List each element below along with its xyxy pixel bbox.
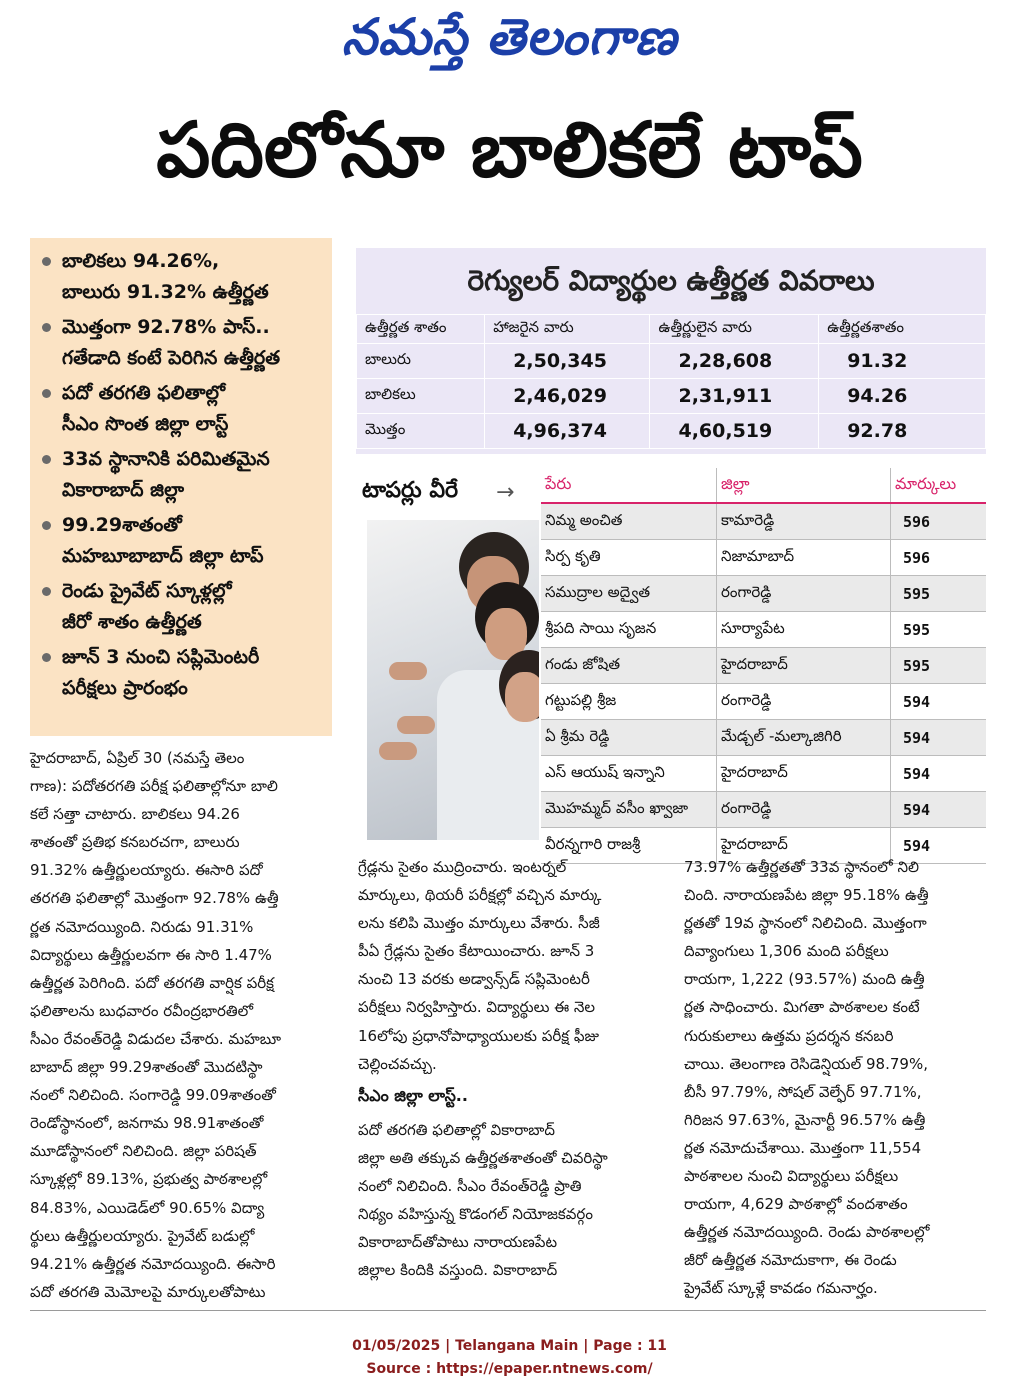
topper-name: ఎస్ ఆయుష్ ఇన్నాని (541, 756, 717, 792)
stats-table (356, 314, 986, 449)
article-line: ర్ణతతో 19వ స్థానంలో నిలిచింది. మొత్తంగా (684, 914, 927, 933)
article-line: పాఠశాలల నుంచి విద్యార్థులు పరీక్షలు (684, 1167, 899, 1186)
highlight-text: బాలురు 91.32% ఉత్తీర్ణత (62, 281, 269, 303)
stats-header-row (357, 315, 986, 344)
article-line: 73.97% ఉత్తీర్ణతతో 33వ స్థానంలో నిలి (684, 858, 920, 876)
topper-marks: 596 (891, 540, 987, 576)
article-line: నిథ్యం వహిస్తున్న కొడంగల్ నియోజకవర్గం (358, 1205, 593, 1224)
article-line: నుంచి 13 వరకు అడ్వాన్స్‌డ్ సప్లిమెంటరీ (358, 970, 590, 989)
topper-name: వీరన్నగారి రాజశ్రీ (541, 828, 717, 864)
topper-marks: 594 (891, 720, 987, 756)
footer-source: Source : https://epaper.ntnews.com/ (366, 1361, 653, 1377)
topper-marks: 596 (891, 503, 987, 540)
bullet-icon (42, 455, 51, 464)
highlight-text: మహబూబాబాద్ జిల్లా టాప్ (62, 545, 264, 567)
article-line: ర్థులు ఉత్తీర్ణులయ్యారు. ప్రైవేట్ బడుల్లో (30, 1226, 255, 1245)
stats-row-label: మొత్తం (357, 414, 485, 449)
article-line: రాయగా, 1,222 (93.57%) మంది ఉత్తీ (684, 970, 925, 989)
table-row (541, 540, 986, 576)
article-line: మూడోస్థానంలో నిలిచింది. జిల్లా పరిషత్ (30, 1142, 257, 1161)
footer-dateline: 01/05/2025 | Telangana Main | Page : 11 (352, 1338, 667, 1354)
article-line: జీరో ఉత్తీర్ణత నమోదుకాగా, ఈ రెండు (684, 1251, 897, 1270)
arrow-right-icon: → (496, 480, 515, 505)
stats-title: రెగ్యులర్ విద్యార్థుల ఉత్తీర్ణత వివరాలు (467, 264, 875, 297)
toppers-column-header: పేరు (541, 468, 717, 503)
topper-district: కామారెడ్డి (717, 503, 891, 540)
toppers-label: టాపర్లు వీరే (362, 478, 459, 503)
stats-cell: 4,96,374 (485, 414, 650, 449)
topper-district: హైదరాబాద్ (717, 828, 891, 864)
masthead-logo: నమస్తే తెలంగాణ (341, 8, 678, 66)
article-line: ర్ణత సాధించారు. మిగతా పాఠశాలల కంటే (684, 998, 920, 1017)
highlight-text: పరీక్షలు ప్రారంభం (62, 677, 188, 699)
article-line: 16లోపు ప్రధానోపాధ్యాయులకు పరీక్ష ఫీజు (358, 1026, 600, 1045)
topper-district: నిజామాబాద్ (717, 540, 891, 576)
topper-marks: 594 (891, 684, 987, 720)
topper-marks: 594 (891, 756, 987, 792)
article-line: స్కూళ్లల్లో 89.13%, ప్రభుత్వ పాఠశాలల్లో (30, 1170, 268, 1189)
article-line: బీసీ 97.79%, సోషల్ వెల్ఫేర్ 97.71%, (684, 1082, 922, 1101)
article-line: ర్ణత నమోదయ్యింది. నిరుడు 91.31% (30, 917, 254, 936)
highlight-item (40, 246, 324, 308)
table-row (541, 792, 986, 828)
article-line: చాయి. తెలంగాణ రెసిడెన్షియల్ 98.79%, (684, 1054, 928, 1073)
article-line: ప్రైవేట్ స్కూళ్లే కావడం గమనార్హం. (684, 1279, 878, 1298)
topper-marks: 595 (891, 612, 987, 648)
stats-row (357, 414, 986, 449)
toppers-table (541, 468, 986, 864)
bullet-icon (42, 587, 51, 596)
article-line: కలే సత్తా చాటారు. బాలికలు 94.26 (30, 805, 240, 824)
topper-district: హైదరాబాద్ (717, 648, 891, 684)
stats-cell: 2,28,608 (650, 344, 819, 379)
table-row (541, 684, 986, 720)
highlight-item (40, 576, 324, 638)
bullet-icon (42, 389, 51, 398)
table-row (541, 756, 986, 792)
article-line: తరగతి ఫలితాల్లో మొత్తంగా 92.78% ఉత్తీ (30, 889, 279, 908)
topper-marks: 594 (891, 792, 987, 828)
article-line: ర్ణత నమోదుచేశాయి. మొత్తంగా 11,554 (684, 1138, 922, 1157)
article-line: వికారాబాద్‌తోపాటు నారాయణపేట (358, 1233, 558, 1252)
topper-district: రంగారెడ్డి (717, 792, 891, 828)
stats-cell: 2,31,911 (650, 379, 819, 414)
highlight-item (40, 444, 324, 506)
article-line: రెండోస్థానంలో, జనగామ 98.91శాతంతో (30, 1114, 264, 1133)
topper-district: రంగారెడ్డి (717, 684, 891, 720)
stats-cell: 2,46,029 (485, 379, 650, 414)
article-line: 94.21% ఉత్తీర్ణత నమోదయ్యింది. ఈసారి (30, 1254, 276, 1273)
article-line: 84.83%, ఎయిడెడ్‌లో 90.65% విద్యా (30, 1198, 265, 1217)
stats-row-label: బాలురు (357, 344, 485, 379)
article-line: గాణ): పదోతరగతి పరీక్ష ఫలితాల్లోనూ బాలి (30, 777, 278, 796)
stats-cell: 4,60,519 (650, 414, 819, 449)
table-row (541, 648, 986, 684)
table-row (541, 503, 986, 540)
highlight-text: గతేడాది కంటే పెరిగిన ఉత్తీర్ణత (62, 347, 280, 369)
bullet-icon (42, 257, 51, 266)
highlights-box (30, 238, 332, 736)
article-line: లను కలిపి మొత్తం మార్కులు వేశారు. సీజీ (358, 914, 600, 933)
bullet-icon (42, 653, 51, 662)
highlight-item (40, 378, 324, 440)
stats-column-header: ఉత్తీర్ణులైన వారు (650, 315, 819, 344)
article-column-3 (684, 853, 989, 1303)
topper-marks: 595 (891, 648, 987, 684)
article-line: దివ్యాంగులు 1,306 మంది పరీక్షలు (684, 942, 889, 961)
article-line: బాబాద్ జిల్లా 99.29శాతంతో మొదటిస్థా (30, 1058, 263, 1077)
article-line: ఫలితాలను బుధవారం రవీంద్రభారతిలో (30, 1001, 254, 1020)
topper-name: సముద్రాల అద్వైత (541, 576, 717, 612)
stats-column-header: ఉత్తీర్ణతశాతం (819, 315, 986, 344)
topper-district: సూర్యాపేట (717, 612, 891, 648)
article-column-2 (358, 853, 663, 1284)
stats-cell: 91.32 (819, 344, 986, 379)
stats-row-label: బాలికలు (357, 379, 485, 414)
table-row (541, 576, 986, 612)
toppers-column-header: జిల్లా (717, 468, 891, 503)
article-line: పదో తరగతి ఫలితాల్లో వికారాబాద్ (358, 1120, 555, 1139)
highlight-text: మొత్తంగా 92.78% పాస్.. (62, 316, 270, 338)
article-line: గిరిజన 97.63%, మైనార్టీ 96.57% ఉత్తీ (684, 1110, 926, 1129)
article-line: పీఏ గ్రేడ్లను సైతం కేటాయించారు. జూన్ 3 (358, 942, 595, 961)
topper-district: రంగారెడ్డి (717, 576, 891, 612)
article-line: శాతంతో ప్రతిభ కనబరచగా, బాలురు (30, 833, 240, 852)
article-line: పదో తరగతి మెమోలపై మార్కులతోపాటు (30, 1282, 266, 1301)
highlight-text: రెండు ప్రైవేట్ స్కూళ్లల్లో (62, 580, 232, 602)
article-subhead: సీఎం జిల్లా లాస్ట్.. (358, 1085, 468, 1105)
highlight-text: పదో తరగతి ఫలితాల్లో (62, 382, 226, 404)
table-row (541, 612, 986, 648)
topper-name: గట్టుపల్లి శ్రీజ (541, 684, 717, 720)
students-photo (367, 520, 539, 840)
headline: పదిలోనూ బాలికలే టాప్ (156, 105, 863, 194)
highlight-text: 99.29శాతంతో (62, 514, 182, 536)
toppers-header-row (541, 468, 986, 503)
highlight-text: జీరో శాతం ఉత్తీర్ణత (62, 611, 202, 633)
bullet-icon (42, 323, 51, 332)
stats-cell: 94.26 (819, 379, 986, 414)
topper-district: హైదరాబాద్ (717, 756, 891, 792)
stats-column-header: ఉత్తీర్ణత శాతం (357, 315, 485, 344)
table-row (541, 720, 986, 756)
article-line: విద్యార్థులు ఉత్తీర్ణులవగా ఈ సారి 1.47% (30, 945, 272, 964)
article-line: మార్కులు, థియరీ పరీక్షల్లో వచ్చిన మార్కు (358, 886, 602, 905)
stats-column-header: హాజరైన వారు (485, 315, 650, 344)
article-column-1 (30, 744, 340, 1306)
topper-name: నిమ్మ అంచిత (541, 503, 717, 540)
article-line: హైదరాబాద్, ఏప్రిల్ 30 (నమస్తే తెలం (30, 749, 245, 767)
article-line: ఉత్తీర్ణత పెరిగింది. పదో తరగతి వార్షిక పరీక్ష (30, 973, 274, 992)
article-line: పరీక్షలు నిర్వహిస్తారు. విద్యార్థులు ఈ నెల (358, 998, 596, 1017)
topper-name: గండు జోషిత (541, 648, 717, 684)
topper-marks: 595 (891, 576, 987, 612)
topper-name: మొహమ్మద్ వసీం ఖ్వాజా (541, 792, 717, 828)
stats-row (357, 379, 986, 414)
article-line: నంలో నిలిచింది. సీఎం రేవంత్‌రెడ్డి ప్రాతి (358, 1177, 582, 1196)
footer-divider (30, 1310, 986, 1311)
article-line: చెల్లించవచ్చు. (358, 1054, 437, 1073)
article-line: చింది. నారాయణపేట జిల్లా 95.18% ఉత్తీ (684, 886, 929, 905)
article-line: నంలో నిలిచింది. సంగారెడ్డి 99.09శాతంతో (30, 1086, 276, 1105)
article-line: 91.32% ఉత్తీర్ణులయ్యారు. ఈసారి పదో (30, 861, 263, 880)
highlight-item (40, 642, 324, 704)
topper-district: మేడ్చల్ -మల్కాజిగిరి (717, 720, 891, 756)
highlight-item (40, 312, 324, 374)
article-line: గురుకులాలు ఉత్తమ ప్రదర్శన కనబరి (684, 1026, 894, 1045)
highlight-text: 33వ స్థానానికి పరిమితమైన (62, 448, 270, 470)
highlight-text: జూన్ 3 నుంచి సప్లిమెంటరీ (62, 646, 260, 668)
article-line: రాయగా, 4,629 పాఠశాల్లో వందశాతం (684, 1195, 908, 1214)
article-line: జిల్లా అతి తక్కువ ఉత్తీర్ణతశాతంతో చివరిస్థా (358, 1148, 608, 1167)
stats-cell: 2,50,345 (485, 344, 650, 379)
highlight-text: సీఎం సొంత జిల్లా లాస్ట్ (62, 413, 229, 435)
topper-name: సిర్ప కృతి (541, 540, 717, 576)
highlight-item (40, 510, 324, 572)
stats-row (357, 344, 986, 379)
article-line: ఉత్తీర్ణత నమోదయ్యింది. రెండు పాఠశాలల్లో (684, 1223, 930, 1242)
topper-name: ఏ శ్రీమ రెడ్డి (541, 720, 717, 756)
stats-box (356, 248, 986, 454)
highlight-text: బాలికలు 94.26%, (62, 250, 220, 272)
bullet-icon (42, 521, 51, 530)
article-line: సీఎం రేవంత్‌రెడ్డి విడుదల చేశారు. మహబూ (30, 1029, 282, 1048)
article-line: జిల్లాల కిందికి వస్తుంది. వికారాబాద్ (358, 1261, 558, 1280)
stats-cell: 92.78 (819, 414, 986, 449)
topper-marks: 594 (891, 828, 987, 864)
highlight-text: వికారాబాద్ జిల్లా (62, 479, 184, 501)
topper-name: శ్రీపది సాయి సృజన (541, 612, 717, 648)
article-line: గ్రేడ్లను సైతం ముద్రించారు. ఇంటర్నల్ (358, 858, 567, 876)
toppers-column-header: మార్కులు (891, 468, 987, 503)
